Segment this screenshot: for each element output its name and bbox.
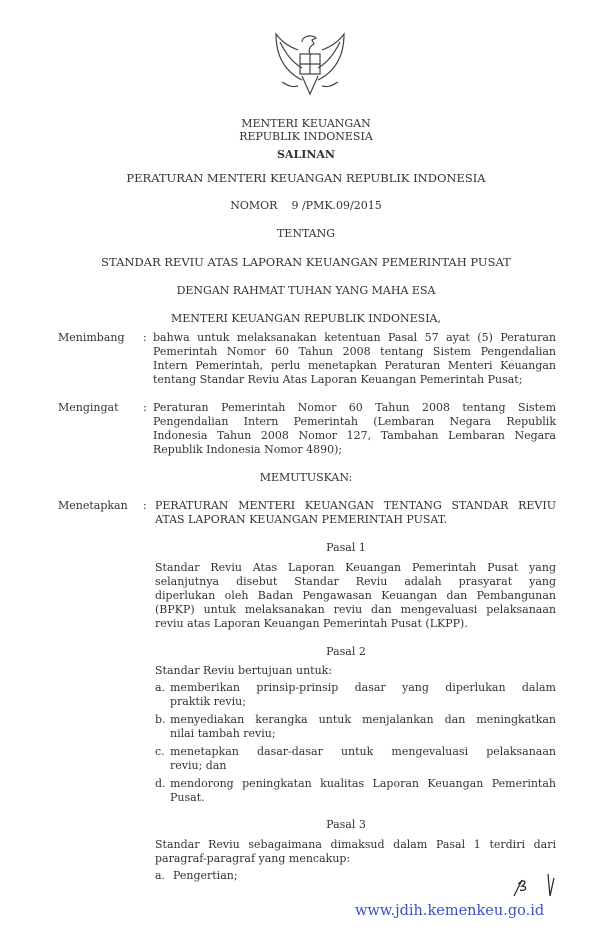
text-line: reviu atas Laporan Keuangan Pemerintah Pusat (LKPP). (155, 617, 468, 630)
text-line: Republik Indonesia Nomor 4890); (153, 443, 343, 456)
text-line: Standar Reviu Atas Laporan Keuangan Pemerintah Pusat yang (155, 561, 556, 574)
menetapkan-label: Menetapkan (58, 499, 128, 512)
text-line: selanjutnya disebut Standar Reviu adalah prasyarat yang (155, 575, 556, 588)
menimbang-label: Menimbang (58, 331, 125, 344)
garuda-emblem-icon (272, 28, 348, 100)
list-marker: a. (155, 869, 166, 882)
text-line: Pusat. (170, 791, 205, 804)
text-line: ATAS LAPORAN KEUANGAN PEMERINTAH PUSAT. (155, 513, 447, 526)
text-line: paragraf-paragraf yang mencakup: (155, 852, 351, 865)
invocation: DENGAN RAHMAT TUHAN YANG MAHA ESA (176, 284, 436, 297)
regulation-subject: STANDAR REVIU ATAS LAPORAN KEUANGAN PEMERINTAH PUSAT (101, 255, 511, 269)
office-line-2: REPUBLIK INDONESIA (239, 130, 373, 143)
colon: : (143, 401, 147, 414)
copy-mark: SALINAN (276, 148, 335, 161)
pasal-3-text (155, 838, 556, 883)
list-marker: b. (155, 713, 166, 726)
footer-url-link[interactable]: www.jdih.kemenkeu.go.id (355, 903, 545, 919)
text-line: Pengendalian Intern Pemerintah (Lembaran Negara Republik (153, 415, 556, 428)
text-line: diperlukan oleh Badan Pengawasan Keuangan dan Pembangunan (155, 589, 556, 602)
list-item (155, 869, 556, 883)
menimbang-text (153, 331, 556, 387)
text-line: Indonesia Tahun 2008 Nomor 127, Tambahan Lembaran Negara (153, 429, 556, 442)
pasal-3-heading: Pasal 3 (326, 818, 366, 831)
text-line: Peraturan Pemerintah Nomor 60 Tahun 2008 tentang Sistem (153, 401, 556, 414)
list-item (155, 681, 556, 709)
decision-heading: MEMUTUSKAN: (259, 471, 353, 484)
colon: : (143, 331, 147, 344)
regulation-number (0, 199, 612, 212)
pasal-1-text (155, 561, 556, 631)
text-line: menyediakan kerangka untuk menjalankan dan meningkatkan (170, 713, 556, 726)
text-line: nilai tambah reviu; (170, 727, 276, 740)
text-line: Pengertian; (173, 869, 238, 882)
text-line: Standar Reviu sebagaimana dimaksud dalam Pasal 1 terdiri dari (155, 838, 556, 851)
text-line: reviu; dan (170, 759, 227, 772)
list-marker: d. (155, 777, 166, 790)
list-item (155, 745, 556, 773)
regulation-title: PERATURAN MENTERI KEUANGAN REPUBLIK INDONESIA (126, 171, 486, 185)
initials-signature-icon (510, 872, 560, 900)
mengingat-text (153, 401, 556, 457)
text-line: (BPKP) untuk melaksanakan reviu dan mengevaluasi pelaksanaan (155, 603, 556, 616)
text-line: tentang Standar Reviu Atas Laporan Keuangan Pemerintah Pusat; (153, 373, 523, 386)
text-line: menetapkan dasar-dasar untuk mengevaluasi pelaksanaan (170, 745, 556, 758)
number-label: NOMOR (230, 199, 278, 212)
text-line: PERATURAN MENTERI KEUANGAN TENTANG STANDAR REVIU (155, 499, 556, 512)
colon: : (143, 499, 147, 512)
mengingat-label: Mengingat (58, 401, 119, 414)
pasal-2-heading: Pasal 2 (326, 645, 366, 658)
text-line: bahwa untuk melaksanakan ketentuan Pasal 57 ayat (5) Peraturan (153, 331, 556, 344)
issuer: MENTERI KEUANGAN REPUBLIK INDONESIA, (170, 312, 442, 325)
pasal-2-text (155, 664, 556, 805)
text-line: praktik reviu; (170, 695, 246, 708)
list-marker: c. (155, 745, 165, 758)
list-marker: a. (155, 681, 166, 694)
pasal-1-heading: Pasal 1 (326, 541, 366, 554)
about-heading: TENTANG (276, 227, 336, 240)
number-value: 9 /PMK.09/2015 (291, 199, 382, 212)
text-line: Pemerintah Nomor 60 Tahun 2008 tentang Sistem Pengendalian (153, 345, 556, 358)
text-line: mendorong peningkatan kualitas Laporan Keuangan Pemerintah (170, 777, 556, 790)
list-item (155, 713, 556, 741)
menetapkan-text (155, 499, 556, 527)
office-line-1: MENTERI KEUANGAN (241, 117, 371, 130)
list-item (155, 777, 556, 805)
text-line: Standar Reviu bertujuan untuk: (155, 664, 333, 677)
text-line: Intern Pemerintah, perlu menetapkan Peraturan Menteri Keuangan (153, 359, 556, 372)
text-line: memberikan prinsip-prinsip dasar yang diperlukan dalam (170, 681, 556, 694)
